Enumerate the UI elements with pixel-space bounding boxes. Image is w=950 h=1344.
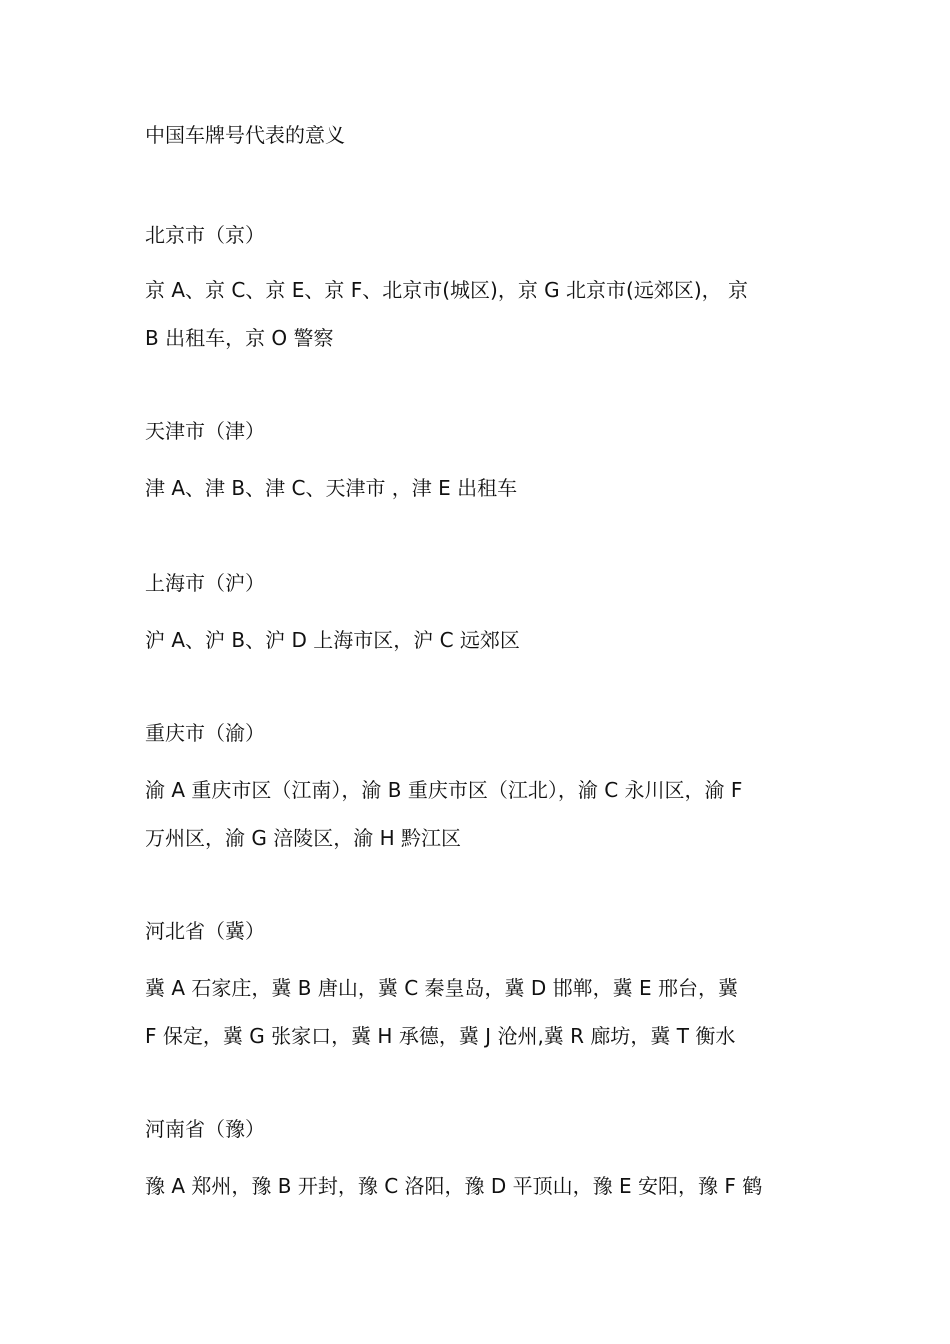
section-heading: 天津市（津） [145, 419, 265, 443]
section-beijing [145, 218, 807, 362]
section-body-line: B 出租车，京 O 警察 [145, 326, 334, 350]
section-body-line: 渝 A 重庆市区（江南），渝 B 重庆市区（江北），渝 C 永川区，渝 F [145, 778, 743, 802]
section-body-line: 冀 A 石家庄，冀 B 唐山，冀 C 秦皇岛，冀 D 邯郸，冀 E 邢台，冀 [145, 976, 738, 1000]
section-hebei [145, 914, 807, 1060]
section-heading: 河南省（豫） [145, 1117, 265, 1141]
section-shanghai [145, 566, 807, 664]
section-body-line: F 保定，冀 G 张家口，冀 H 承德，冀 J 沧州,冀 R 廊坊，冀 T 衡水 [145, 1024, 736, 1048]
document-content [145, 118, 807, 1210]
section-heading: 北京市（京） [145, 223, 265, 247]
section-heading: 河北省（冀） [145, 919, 265, 943]
section-body-line: 万州区，渝 G 涪陵区，渝 H 黔江区 [145, 826, 461, 850]
section-henan [145, 1112, 807, 1210]
section-body-line: 豫 A 郑州，豫 B 开封，豫 C 洛阳，豫 D 平顶山，豫 E 安阳，豫 F 鹤 [145, 1174, 763, 1198]
section-chongqing [145, 716, 807, 862]
section-body-line: 京 A、京 C、京 E、京 F、北京市(城区)，京 G 北京市(远郊区)， 京 [145, 278, 748, 302]
section-heading: 上海市（沪） [145, 571, 265, 595]
section-heading: 重庆市（渝） [145, 721, 265, 745]
section-body-line: 沪 A、沪 B、沪 D 上海市区，沪 C 远郊区 [145, 628, 520, 652]
section-tianjin [145, 414, 807, 512]
document-title: 中国车牌号代表的意义 [145, 123, 345, 147]
section-body-line: 津 A、津 B、津 C、天津市 ，津 E 出租车 [145, 476, 518, 500]
